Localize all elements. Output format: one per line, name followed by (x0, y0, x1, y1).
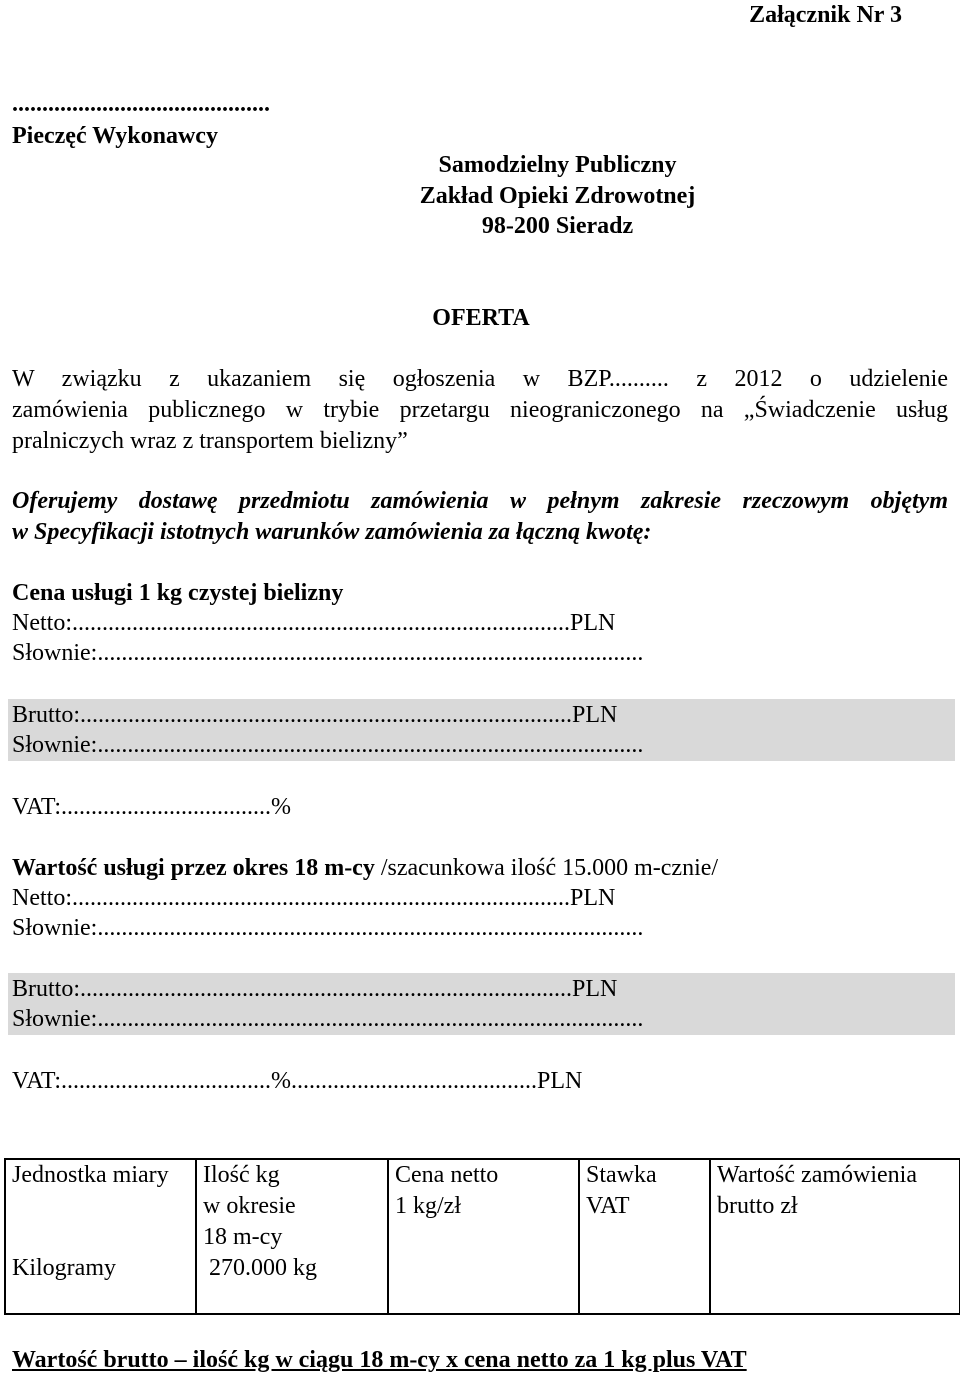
section2-slownie-1: Słownie:........................................................................................... (12, 915, 644, 941)
table-header-row (5, 1159, 960, 1253)
section2-heading (12, 853, 718, 883)
table-header-cell: Jednostka miary (5, 1159, 196, 1253)
section1-vat: VAT:...................................% (12, 794, 292, 820)
section2-heading-bold: Wartość usługi przez okres 18 m-cy (12, 855, 375, 881)
recipient-line-1: Samodzielny Publiczny (438, 152, 677, 178)
stamp-label: Pieczęć Wykonawcy (12, 123, 218, 149)
stamp-dots: ........................................... (12, 91, 270, 117)
recipient-line-2: Zakład Opieki Zdrowotnej (419, 183, 696, 209)
section2-netto: Netto:...................................................................................PLN (12, 885, 616, 911)
section1-heading: Cena usługi 1 kg czystej bielizny (12, 580, 344, 606)
table-cell: Kilogramy (5, 1253, 196, 1314)
table-header-cell: Stawka VAT (579, 1159, 710, 1314)
intro-line-2: zamówienia publicznego w trybie przetargu nieograniczonego na „Świadczenie usług (12, 397, 948, 423)
intro-line-1: W związku z ukazaniem się ogłoszenia w BZP.......... z 2012 o udzielenie (12, 366, 948, 392)
table-cell: 270.000 kg (196, 1253, 388, 1314)
price-table (4, 1158, 960, 1315)
table-header-cell: Cena netto 1 kg/zł (388, 1159, 579, 1314)
attachment-label: Załącznik Nr 3 (749, 2, 902, 28)
recipient-line-3: 98-200 Sieradz (481, 213, 634, 239)
offer-line-2: w Specyfikacji istotnych warunków zamówienia za łączną kwotę: (12, 519, 652, 545)
section1-netto: Netto:...................................................................................PLN (12, 610, 616, 636)
page-title: OFERTA (432, 305, 530, 331)
offer-line-1: Oferujemy dostawę przedmiotu zamówienia w pełnym zakresie rzeczowym objętym (12, 488, 948, 514)
table-header-cell: Ilość kg w okresie 18 m-cy (196, 1159, 388, 1253)
intro-paragraph (12, 364, 948, 457)
section2-brutto: Brutto:..................................................................................PLN (12, 976, 618, 1002)
section1-brutto: Brutto:..................................................................................PLN (12, 702, 618, 728)
section1-slownie-2: Słownie:........................................................................................... (12, 732, 644, 758)
table-header-cell: Wartość zamówienia brutto zł (710, 1159, 960, 1314)
intro-line-3: pralniczych wraz z transportem bielizny” (12, 428, 408, 454)
section2-slownie-2: Słownie:........................................................................................... (12, 1006, 644, 1032)
section2-vat: VAT:...................................%.........................................PLN (12, 1068, 583, 1094)
footer-formula: Wartość brutto – ilość kg w ciągu 18 m-cy x cena netto za 1 kg plus VAT (12, 1347, 747, 1373)
section2-heading-normal: /szacunkowa ilość 15.000 m-cznie/ (374, 855, 719, 881)
section1-slownie-1: Słownie:........................................................................................... (12, 640, 644, 666)
offer-paragraph (12, 486, 948, 548)
